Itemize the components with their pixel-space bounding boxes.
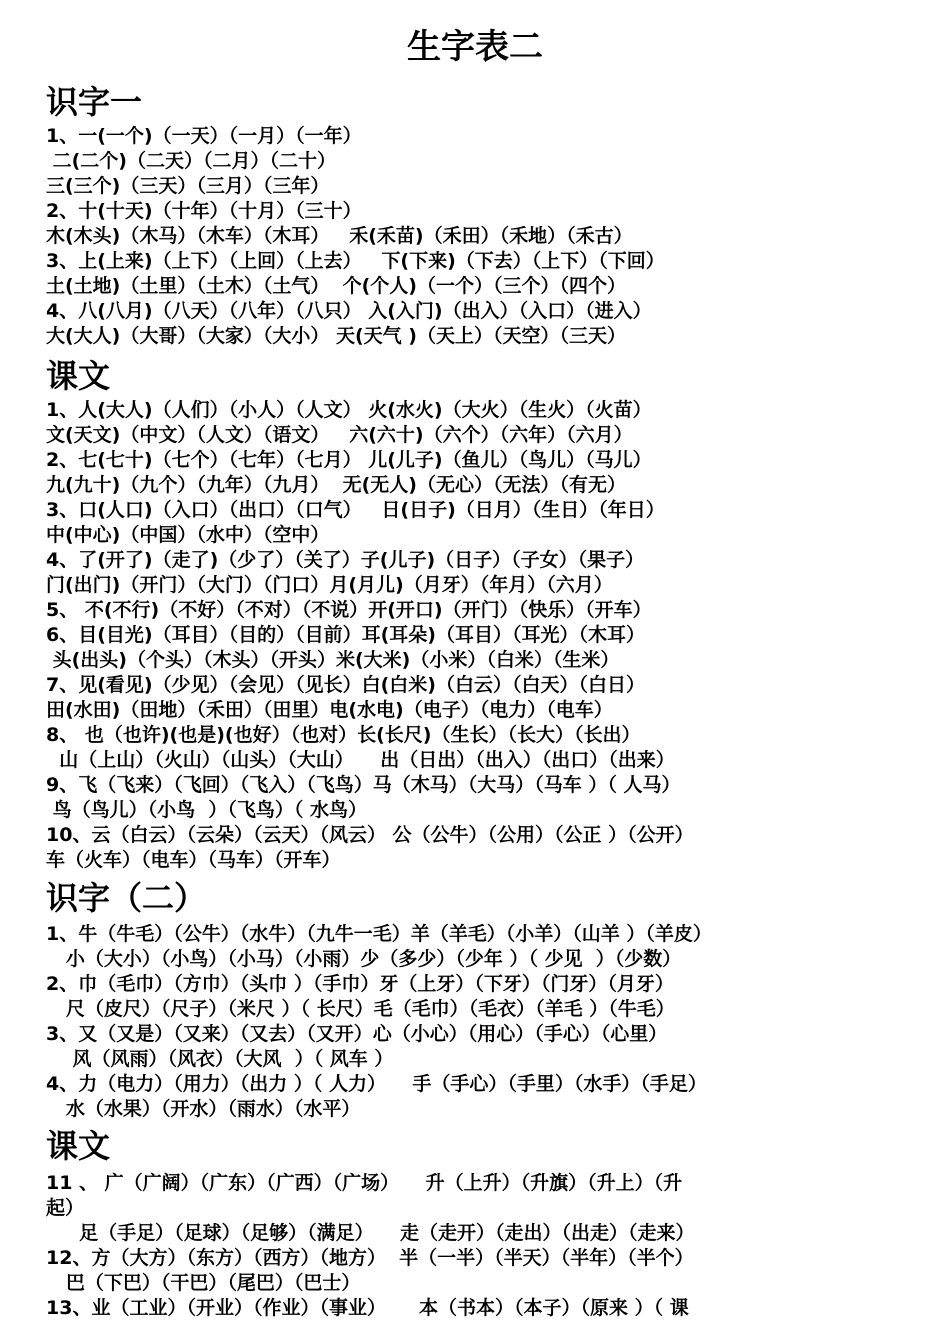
section-heading-kewen-2: 课文 xyxy=(46,1127,111,1165)
text-line: 起） xyxy=(46,1197,85,1219)
text-line: 7、见(看见)（少见）（会见）（见长）白(白米)（白云）（白天）（白日） xyxy=(46,674,645,696)
text-line: 车（火车）（电车）（马车）（开车） xyxy=(46,849,341,871)
text-line: 小（大小）（小鸟）（小马）（小雨）少（多少）（少年 ）（ 少见 ）（少数） xyxy=(46,948,682,970)
text-line: 2、巾（毛巾）（方巾）（头巾 ）（手巾）牙（上牙）（下牙）（门牙）（月牙） xyxy=(46,973,674,995)
text-line: 足（手足）（足球）（足够）（满足） 走（走开）（走出）（出走）（走来） xyxy=(46,1222,695,1244)
text-line: 4、了(开了)（走了)（少了）（关了）子(儿子)（日子）（子女）（果子） xyxy=(46,549,645,571)
text-line: 尺（皮尺）（尺子）（米尺 ）（ 长尺）毛（毛巾）（毛衣）（羊毛 ）（牛毛） xyxy=(46,998,675,1020)
text-line: 门(出门)（开门）（大门）（门口）月(月儿)（月牙）（年月）（六月） xyxy=(46,574,613,596)
text-line: 土(土地)（土里）（土木）（土气） 个(个人)（一个）（三个）（四个） xyxy=(46,275,626,297)
section-heading-shizi-2: 识字（二） xyxy=(46,879,207,917)
text-line: 二(二个)（二天）（二月）（二十） xyxy=(46,150,336,172)
text-line: 8、 也（也许)(也是)(也好）（也对）长(长尺)（生长）（长大）（长出） xyxy=(46,724,641,746)
text-line: 三(三个)（三天）（三月）（三年） xyxy=(46,175,330,197)
text-line: 6、目(目光)（耳目）（目的）（目前）耳(耳朵)（耳目）（耳光）（木耳） xyxy=(46,624,645,646)
text-line: 5、 不(不行)（不好）（不对）（不说）开(开口)（开门）（快乐）（开车） xyxy=(46,599,652,621)
text-line: 水（水果）（开水）（雨水）（水平） xyxy=(46,1098,361,1120)
text-line: 9、飞（飞来）（飞回）（飞入）（飞鸟）马（木马）（大马）（马车 ）（ 人马） xyxy=(46,774,681,796)
text-line: 4、力（电力）（用力）（出力 ）（ 人力） 手（手心）（手里）（水手）（手足） xyxy=(46,1073,707,1095)
text-line: 1、人(大人)（人们）（小人）（人文） 火(水火)（大火）（生火）（火苗） xyxy=(46,399,652,421)
text-line: 4、八(八月)（八天）（八年）（八只） 入(入门)（出入）（入口）（进入） xyxy=(46,300,652,322)
text-line: 山（上山）（火山）（山头）（大山） 出（日出）（出入）（出口）（出来） xyxy=(46,749,675,771)
text-line: 大(大人)（大哥）（大家）（大小） 天(天气 )（天上）（天空）（三天） xyxy=(46,325,626,347)
page-title: 生字表二 xyxy=(407,27,543,67)
text-line: 木(木头)（木马）（木车）（木耳） 禾(禾苗)（禾田）（禾地）（禾古） xyxy=(46,225,633,247)
text-line: 3、又（又是）（又来）（又去）（又开）心（小心）（用心）（手心）（心里） xyxy=(46,1023,668,1045)
text-line: 中(中心)（中国）（水中）（空中） xyxy=(46,524,330,546)
text-line: 3、口(人口)（入口）（出口）（口气） 日(日子)（日月）（生日）（年日） xyxy=(46,499,665,521)
text-line: 风（风雨）（风衣）（大风 ）（ 风车 ） xyxy=(46,1048,394,1070)
text-line: 鸟（鸟儿）（小鸟 ）（飞鸟）（ 水鸟） xyxy=(46,799,367,821)
text-line: 1、一(一个)（一天）（一月）（一年） xyxy=(46,125,362,147)
text-line: 11 、 广（广阔）（广东）（广西）（广场） 升（上升）（升旗）（升上）（升 xyxy=(46,1172,683,1194)
text-line: 头(出头)（个头）（木头）（开头）米(大米)（小米）（白米）（生米） xyxy=(46,649,620,671)
section-heading-kewen-1: 课文 xyxy=(46,357,111,395)
text-line: 10、云（白云）（云朵）（云天）（风云） 公（公牛）（公用）（公正 ）（公开） xyxy=(46,824,694,846)
text-line: 12、方（大方）（东方）（西方）（地方） 半（一半）（半天）（半年）（半个） xyxy=(46,1247,694,1269)
text-line: 2、七(七十)（七个）（七年）（七月） 儿(儿子)（鱼儿）（鸟儿）（马儿） xyxy=(46,449,652,471)
text-line: 2、十(十天)（十年）（十月）（三十） xyxy=(46,200,362,222)
text-line: 1、牛（牛毛）（公牛）（水牛）（九牛一毛）羊（羊毛）（小羊）（山羊 ）（羊皮） xyxy=(46,923,712,945)
text-line: 田(水田)（田地）（禾田）（田里）电(水电)（电子）（电力）（电车） xyxy=(46,699,613,721)
section-heading-shizi-1: 识字一 xyxy=(46,83,143,121)
text-line: 13、业（工业）（开业）（作业）（事业） 本（书本）（本子）（原来 ）（ 课 xyxy=(46,1297,689,1319)
text-line: 巴（下巴）（干巴）（尾巴）（巴士） xyxy=(46,1272,361,1294)
text-line: 文(天文)（中文）（人文）（语文） 六(六十)（六个）（六年）（六月） xyxy=(46,424,633,446)
text-line: 九(九十)（九个）（九年）（九月） 无(无人)（无心）（无法）（有无） xyxy=(46,474,626,496)
text-line: 3、上(上来)（上下）（上回）（上去） 下(下来)（下去）（上下）（下回） xyxy=(46,250,665,272)
